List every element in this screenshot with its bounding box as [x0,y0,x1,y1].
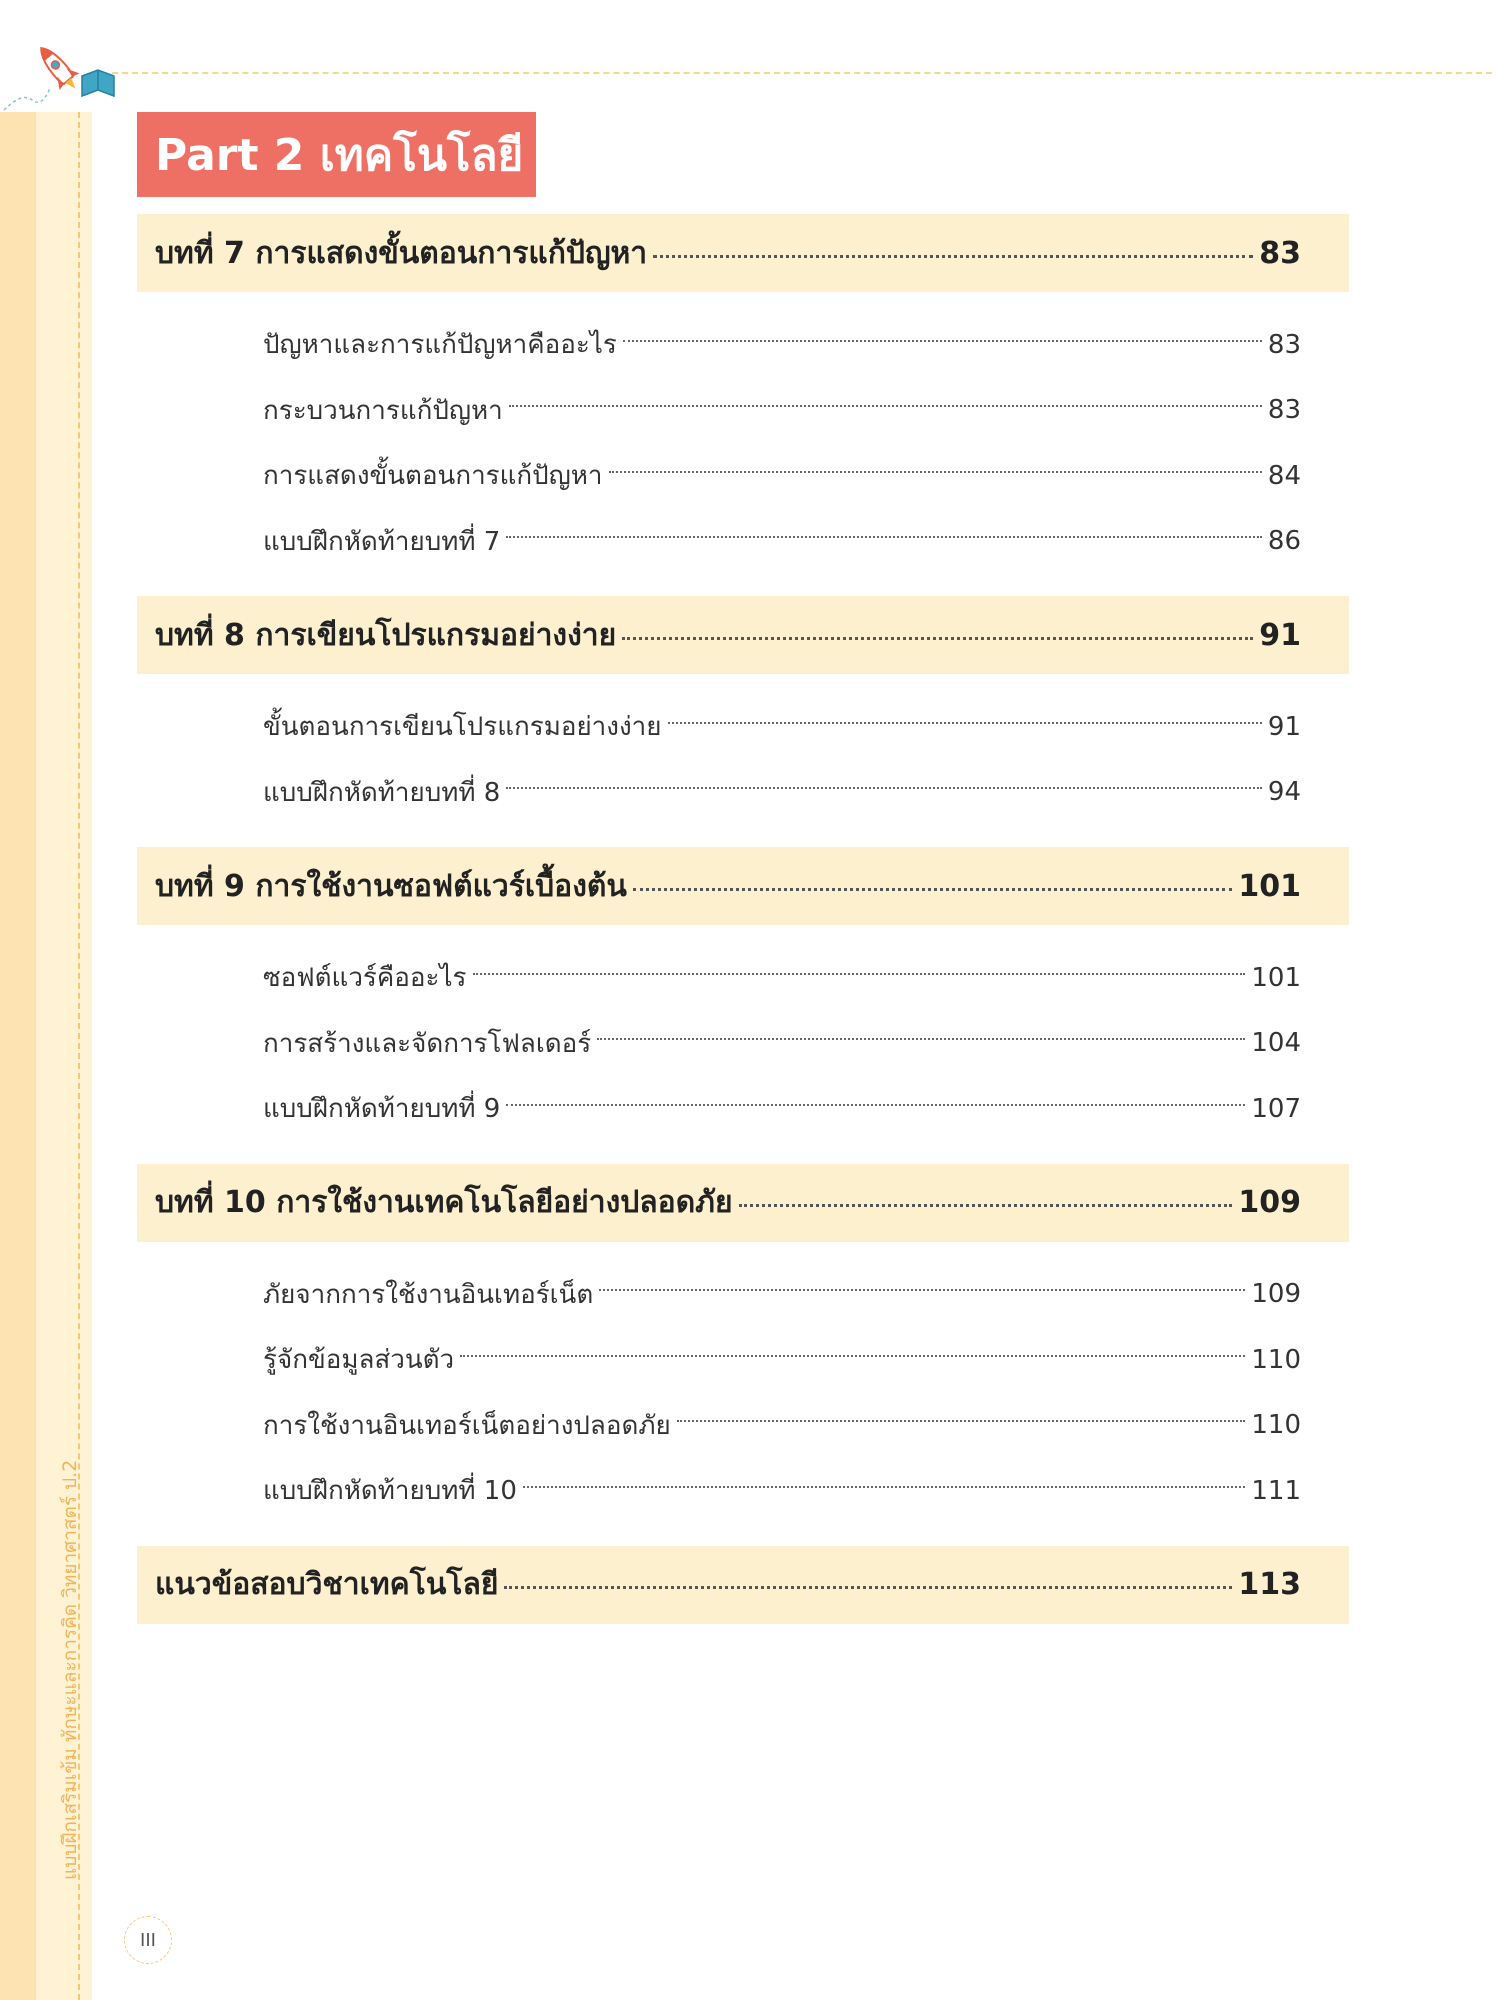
entry-page: 110 [1251,1410,1301,1441]
chapter-page: 109 [1238,1185,1301,1220]
dot-leader [739,1204,1233,1207]
entry-page: 86 [1267,526,1301,557]
toc-entry[interactable] [263,694,1301,760]
entry-title: กระบวนการแก้ปัญหา [263,395,503,426]
toc-entry[interactable] [263,1458,1301,1524]
entry-title: แบบฝึกหัดท้ายบทที่ 10 [263,1476,517,1507]
entry-title: ซอฟต์แวร์คืออะไร [263,963,467,994]
toc-entry[interactable] [263,1011,1301,1077]
entry-title: แบบฝึกหัดท้ายบทที่ 7 [263,526,501,557]
chapter-title: แนวข้อสอบวิชาเทคโนโลยี [155,1567,499,1602]
entry-title: การสร้างและจัดการโฟลเดอร์ [263,1028,592,1059]
toc-entry[interactable] [263,443,1301,509]
dot-leader [506,536,1262,538]
entry-page: 94 [1267,777,1301,808]
chapter-items [137,312,1349,574]
toc-entry[interactable] [263,378,1301,444]
entry-title: รู้จักข้อมูลส่วนตัว [263,1345,455,1376]
chapter-heading[interactable] [137,1164,1349,1242]
entry-title: ภัยจากการใช้งานอินเทอร์เน็ต [263,1279,594,1310]
dot-leader [597,1038,1245,1040]
toc-entry[interactable] [263,312,1301,378]
dot-leader [523,1486,1245,1488]
dot-leader [460,1355,1245,1357]
dot-leader [506,787,1262,789]
table-of-contents [137,214,1349,1644]
chapter-page: 101 [1238,868,1301,904]
dot-leader [599,1289,1245,1291]
toc-entry[interactable] [263,1327,1301,1393]
rocket-book-icon [2,22,122,112]
entry-title: แบบฝึกหัดท้ายบทที่ 8 [263,777,501,808]
dot-leader [623,340,1262,342]
entry-title: ขั้นตอนการเขียนโปรแกรมอย่างง่าย [263,712,662,743]
dot-leader [473,973,1246,975]
dot-leader [622,637,1253,640]
chapter-heading[interactable] [137,214,1349,292]
entry-title: การใช้งานอินเทอร์เน็ตอย่างปลอดภัย [263,1410,671,1441]
toc-entry[interactable] [263,1262,1301,1328]
chapter-page: 91 [1259,617,1301,653]
entry-title: การแสดงขั้นตอนการแก้ปัญหา [263,461,603,492]
entry-title: แบบฝึกหัดท้ายบทที่ 9 [263,1094,501,1125]
chapter-heading[interactable] [137,847,1349,925]
part-title: Part 2 เทคโนโลยี [137,112,536,197]
side-band [0,112,36,2000]
dot-leader [506,1104,1245,1106]
page-number: III [124,1916,172,1964]
chapter-page: 83 [1259,235,1301,271]
chapter-title: บทที่ 10 การใช้งานเทคโนโลยีอย่างปลอดภัย [155,1185,733,1220]
entry-page: 83 [1267,329,1301,360]
dot-leader [653,255,1253,258]
toc-entry[interactable] [263,509,1301,575]
chapter-items [137,694,1349,825]
chapter-items [137,1262,1349,1524]
chapter-title: บทที่ 8 การเขียนโปรแกรมอย่างง่าย [155,617,617,653]
entry-page: 110 [1251,1344,1301,1375]
entry-page: 107 [1251,1093,1301,1124]
toc-entry[interactable] [263,1076,1301,1142]
dot-leader [504,1586,1232,1589]
entry-page: 109 [1251,1279,1301,1310]
side-book-title: แบบฝึกเสริมเข้ม ทักษะและการคิด วิทยาศาสตร์ ป.2 [59,1459,81,1880]
toc-entry[interactable] [263,760,1301,826]
dot-leader [609,471,1262,473]
dot-leader [677,1420,1246,1422]
dot-leader [509,405,1262,407]
dot-leader [668,722,1262,724]
entry-page: 101 [1251,962,1301,993]
entry-page: 84 [1267,460,1301,491]
toc-entry[interactable] [263,1393,1301,1459]
chapter-title: บทที่ 7 การแสดงขั้นตอนการแก้ปัญหา [155,235,648,271]
entry-page: 111 [1251,1475,1301,1506]
chapter-heading[interactable] [137,596,1349,674]
entry-page: 83 [1267,395,1301,426]
chapter-title: บทที่ 9 การใช้งานซอฟต์แวร์เบื้องต้น [155,868,627,904]
chapter-page: 113 [1238,1567,1301,1602]
dot-leader [633,888,1233,891]
top-dashed-line [112,72,1492,74]
entry-title: ปัญหาและการแก้ปัญหาคืออะไร [263,330,617,361]
entry-page: 104 [1251,1028,1301,1059]
entry-page: 91 [1267,711,1301,742]
toc-entry[interactable] [263,945,1301,1011]
chapter-items [137,945,1349,1142]
chapter-heading[interactable] [137,1546,1349,1624]
